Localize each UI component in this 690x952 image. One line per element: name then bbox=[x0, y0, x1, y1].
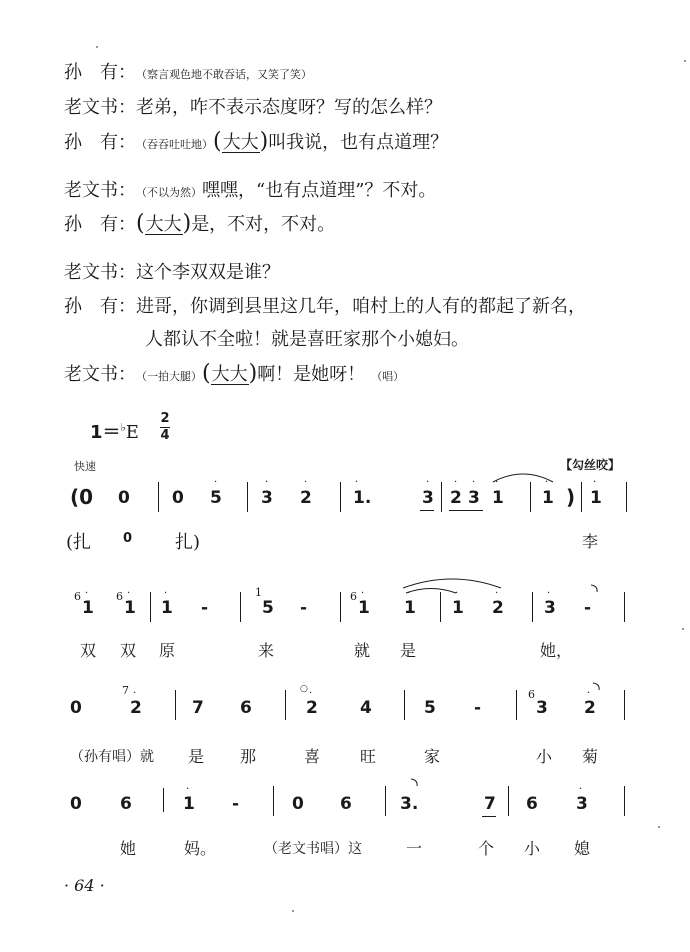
dialogue-line-9: 老文书：（一拍大腿）(大大)啊！是她呀！ （唱） bbox=[64, 361, 405, 386]
note: 0 bbox=[70, 794, 82, 814]
lyric: 一 bbox=[406, 839, 423, 858]
dialogue-text: 嘿嘿，“也有点道理”？不对。 bbox=[202, 180, 437, 201]
grace-note: 1 bbox=[255, 586, 262, 599]
lyric: 小 bbox=[524, 839, 541, 858]
speaker: 孙 有： bbox=[64, 62, 136, 83]
stage-direction: （不以为然） bbox=[136, 186, 202, 199]
lyric: 双 bbox=[120, 641, 137, 660]
lyric: 双 bbox=[80, 641, 97, 660]
lyric: （老文书唱）这 bbox=[264, 841, 362, 857]
note: 3. bbox=[400, 794, 419, 814]
speaker: 老文书： bbox=[64, 262, 136, 283]
lyric: 原 bbox=[159, 641, 176, 660]
note: - bbox=[201, 598, 209, 618]
dialogue-line-2 bbox=[64, 93, 442, 119]
dialogue-text: 是，不对，不对。 bbox=[191, 214, 336, 235]
grace-note: 7 bbox=[122, 684, 129, 697]
note: 1 bbox=[183, 794, 195, 814]
note: 0 bbox=[292, 794, 304, 814]
note: 5 bbox=[262, 598, 274, 618]
note: ) bbox=[566, 485, 576, 509]
lyric: 李 bbox=[582, 532, 599, 551]
style-tag: 【勾丝咬】 bbox=[560, 458, 621, 472]
sing-tag: （唱） bbox=[371, 370, 405, 383]
time-signature bbox=[160, 412, 170, 443]
note: 1. bbox=[353, 488, 372, 508]
key-one: 1＝ bbox=[90, 422, 121, 443]
lyric: 菊 bbox=[582, 747, 599, 766]
grace-note: 6 bbox=[74, 590, 81, 603]
note: 1 bbox=[542, 488, 554, 508]
note: 3 bbox=[468, 488, 480, 508]
dialogue-text: 叫我说，也有点道理？ bbox=[268, 132, 449, 153]
note: - bbox=[474, 698, 482, 718]
note: 1 bbox=[590, 488, 602, 508]
note: 3 bbox=[544, 598, 556, 618]
lyric: 媳 bbox=[574, 839, 591, 858]
note: 2 bbox=[130, 698, 142, 718]
note: 6 bbox=[340, 794, 352, 814]
grace-note: 6 bbox=[116, 590, 123, 603]
dialogue-line-6 bbox=[64, 258, 280, 284]
lyric: 扎) bbox=[175, 532, 201, 553]
note: 2 bbox=[584, 698, 596, 718]
lyric: 家 bbox=[424, 747, 441, 766]
key-note: E bbox=[125, 422, 139, 443]
dialogue-text: 啊！是她呀！ bbox=[257, 364, 366, 385]
note: 2 bbox=[450, 488, 462, 508]
lyric: 是 bbox=[400, 641, 417, 660]
lyric: 来 bbox=[258, 641, 275, 660]
lyric: 那 bbox=[240, 747, 257, 766]
note: 7 bbox=[192, 698, 204, 718]
note: 7 bbox=[484, 794, 496, 814]
lyric: 是 bbox=[188, 747, 205, 766]
speaker: 老文书： bbox=[64, 364, 136, 385]
note: 5 bbox=[424, 698, 436, 718]
lyric: 她， bbox=[540, 641, 573, 660]
grace-note: 6 bbox=[350, 590, 357, 603]
note: - bbox=[232, 794, 240, 814]
speaker: 孙 有： bbox=[64, 214, 136, 235]
time-num: 2 bbox=[160, 411, 170, 426]
note: 3 bbox=[576, 794, 588, 814]
flat-sign: ♭ bbox=[120, 421, 126, 434]
lyric: 0 bbox=[123, 531, 133, 546]
dialogue-text: 人都认不全啦！就是喜旺家那个小媳妇。 bbox=[145, 329, 469, 350]
lyric: (扎 bbox=[66, 532, 92, 553]
key-signature bbox=[90, 418, 139, 444]
lyric: 妈。 bbox=[184, 839, 217, 858]
note: 5 bbox=[210, 488, 222, 508]
note: 1 bbox=[82, 598, 94, 618]
stage-direction: （一拍大腿） bbox=[136, 370, 202, 383]
lyric: 她 bbox=[120, 839, 137, 858]
note: - bbox=[300, 598, 308, 618]
note: 3 bbox=[536, 698, 548, 718]
tempo-mark: 快速 bbox=[74, 460, 96, 473]
gong-mark: 大大 bbox=[222, 132, 259, 153]
speaker: 孙 有： bbox=[64, 132, 136, 153]
note: 1 bbox=[124, 598, 136, 618]
lyric: 就 bbox=[354, 641, 371, 660]
note: 1 bbox=[492, 488, 504, 508]
speaker: 老文书： bbox=[64, 180, 136, 201]
note: 0 bbox=[118, 488, 130, 508]
note: - bbox=[584, 598, 592, 618]
speaker: 孙 有： bbox=[64, 296, 136, 317]
lyric: 小 bbox=[536, 747, 553, 766]
note: 1 bbox=[358, 598, 370, 618]
note: 1 bbox=[404, 598, 416, 618]
note: 3 bbox=[261, 488, 273, 508]
lyric: （孙有唱）就 bbox=[70, 749, 154, 765]
note: 4 bbox=[360, 698, 372, 718]
note: 2 bbox=[300, 488, 312, 508]
grace-note: ○ bbox=[300, 684, 308, 694]
dialogue-line-5: 孙 有：(大大)是，不对，不对。 bbox=[64, 211, 336, 236]
dialogue-line-8 bbox=[145, 325, 469, 351]
gong-mark: 大大 bbox=[211, 364, 248, 385]
note: 6 bbox=[120, 794, 132, 814]
note: 1 bbox=[161, 598, 173, 618]
lyric: 旺 bbox=[360, 747, 377, 766]
note: 2 bbox=[306, 698, 318, 718]
dialogue-line-3: 孙 有：（吞吞吐吐地）(大大)叫我说，也有点道理？ bbox=[64, 129, 449, 154]
stage-direction: （吞吞吐吐地） bbox=[136, 138, 213, 151]
note: 6 bbox=[526, 794, 538, 814]
dialogue-line-1 bbox=[64, 58, 312, 84]
dialogue-text: 老弟，咋不表示态度呀？写的怎么样？ bbox=[136, 97, 442, 118]
dialogue-text: 进哥，你调到县里这几年，咱村上的人有的都起了新名， bbox=[136, 296, 586, 317]
gong-mark: 大大 bbox=[145, 214, 182, 235]
grace-note: 6 bbox=[528, 688, 535, 701]
note: 2 bbox=[492, 598, 504, 618]
lyric: 喜 bbox=[304, 747, 321, 766]
note: 1 bbox=[452, 598, 464, 618]
dialogue-text: 这个李双双是谁？ bbox=[136, 262, 280, 283]
speaker: 老文书： bbox=[64, 97, 136, 118]
page-number: · 64 · bbox=[64, 876, 105, 895]
note: 0 bbox=[70, 698, 82, 718]
note: (0 bbox=[70, 485, 94, 509]
note: 3 bbox=[422, 488, 434, 508]
note: 6 bbox=[240, 698, 252, 718]
dialogue-line-7 bbox=[64, 292, 586, 318]
lyric: 个 bbox=[478, 839, 495, 858]
stage-direction: （察言观色地不敢吞话，又笑了笑） bbox=[136, 68, 312, 81]
dialogue-line-4 bbox=[64, 176, 436, 202]
time-den: 4 bbox=[160, 428, 170, 443]
note: 0 bbox=[172, 488, 184, 508]
